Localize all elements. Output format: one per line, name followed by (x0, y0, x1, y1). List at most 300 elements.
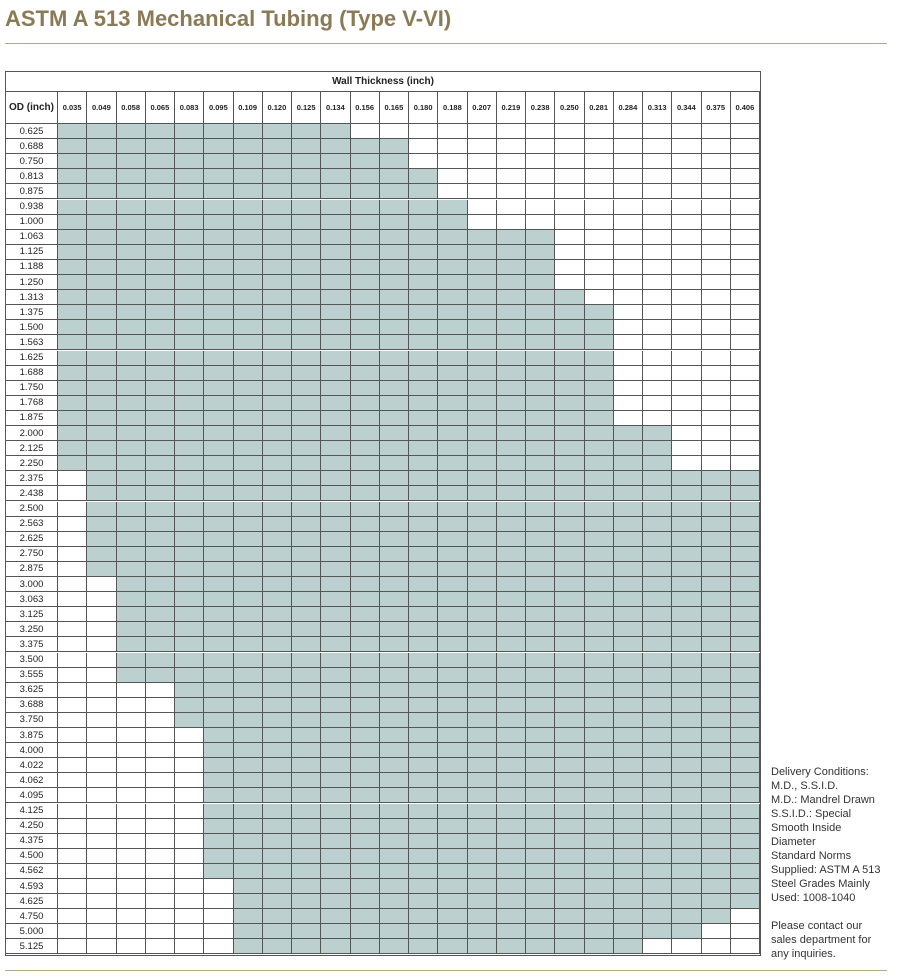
available-size-cell (468, 260, 497, 275)
available-size-cell (117, 305, 146, 320)
available-size-cell (702, 894, 731, 909)
available-size-cell (234, 290, 263, 305)
unavailable-size-cell (702, 456, 731, 471)
available-size-cell (409, 305, 438, 320)
available-size-cell (497, 683, 526, 698)
available-size-cell (438, 547, 467, 562)
available-size-cell (702, 532, 731, 547)
available-size-cell (526, 320, 555, 335)
available-size-cell (351, 834, 380, 849)
unavailable-size-cell (146, 879, 175, 894)
available-size-cell (672, 773, 701, 788)
available-size-cell (555, 456, 584, 471)
available-size-cell (526, 819, 555, 834)
available-size-cell (555, 683, 584, 698)
unavailable-size-cell (672, 230, 701, 245)
available-size-cell (731, 788, 760, 803)
available-size-cell (497, 547, 526, 562)
available-size-cell (292, 411, 321, 426)
available-size-cell (263, 849, 292, 864)
available-size-cell (438, 532, 467, 547)
available-size-cell (731, 894, 760, 909)
available-size-cell (204, 577, 233, 592)
unavailable-size-cell (497, 154, 526, 169)
available-size-cell (292, 169, 321, 184)
available-size-cell (672, 879, 701, 894)
available-size-cell (380, 819, 409, 834)
available-size-cell (321, 486, 350, 501)
available-size-cell (321, 441, 350, 456)
unavailable-size-cell (672, 426, 701, 441)
available-size-cell (204, 456, 233, 471)
available-size-cell (409, 381, 438, 396)
available-size-cell (438, 275, 467, 290)
available-size-cell (351, 215, 380, 230)
available-size-cell (438, 909, 467, 924)
od-row-label: 2.438 (6, 486, 58, 501)
available-size-cell (146, 456, 175, 471)
od-row-label: 4.125 (6, 804, 58, 819)
available-size-cell (555, 834, 584, 849)
available-size-cell (204, 698, 233, 713)
available-size-cell (731, 698, 760, 713)
available-size-cell (321, 260, 350, 275)
available-size-cell (614, 758, 643, 773)
unavailable-size-cell (702, 260, 731, 275)
available-size-cell (438, 653, 467, 668)
available-size-cell (351, 426, 380, 441)
available-size-cell (614, 471, 643, 486)
unavailable-size-cell (58, 653, 87, 668)
available-size-cell (526, 864, 555, 879)
available-size-cell (321, 502, 350, 517)
unavailable-size-cell (555, 230, 584, 245)
available-size-cell (351, 924, 380, 939)
unavailable-size-cell (614, 396, 643, 411)
available-size-cell (409, 290, 438, 305)
available-size-cell (555, 698, 584, 713)
available-size-cell (526, 939, 555, 954)
available-size-cell (438, 637, 467, 652)
available-size-cell (234, 804, 263, 819)
unavailable-size-cell (175, 834, 204, 849)
available-size-cell (526, 486, 555, 501)
unavailable-size-cell (58, 532, 87, 547)
od-row-label: 1.250 (6, 275, 58, 290)
available-size-cell (380, 849, 409, 864)
available-size-cell (175, 381, 204, 396)
unavailable-size-cell (614, 169, 643, 184)
available-size-cell (175, 396, 204, 411)
available-size-cell (87, 169, 116, 184)
wall-thickness-column-header: 0.281 (585, 92, 614, 124)
unavailable-size-cell (58, 939, 87, 954)
unavailable-size-cell (497, 215, 526, 230)
unavailable-size-cell (702, 230, 731, 245)
od-row-label: 3.000 (6, 577, 58, 592)
available-size-cell (468, 562, 497, 577)
available-size-cell (204, 592, 233, 607)
available-size-cell (204, 637, 233, 652)
available-size-cell (292, 275, 321, 290)
unavailable-size-cell (87, 743, 116, 758)
available-size-cell (351, 939, 380, 954)
unavailable-size-cell (614, 215, 643, 230)
available-size-cell (234, 411, 263, 426)
available-size-cell (585, 426, 614, 441)
unavailable-size-cell (672, 351, 701, 366)
available-size-cell (585, 909, 614, 924)
available-size-cell (555, 532, 584, 547)
available-size-cell (87, 547, 116, 562)
available-size-cell (585, 607, 614, 622)
unavailable-size-cell (643, 260, 672, 275)
available-size-cell (234, 758, 263, 773)
available-size-cell (117, 547, 146, 562)
available-size-cell (585, 547, 614, 562)
unavailable-size-cell (555, 124, 584, 139)
available-size-cell (204, 773, 233, 788)
available-size-cell (146, 653, 175, 668)
available-size-cell (702, 728, 731, 743)
available-size-cell (351, 517, 380, 532)
unavailable-size-cell (643, 245, 672, 260)
unavailable-size-cell (672, 366, 701, 381)
available-size-cell (351, 532, 380, 547)
available-size-cell (672, 592, 701, 607)
available-size-cell (87, 245, 116, 260)
available-size-cell (614, 456, 643, 471)
available-size-cell (614, 773, 643, 788)
available-size-cell (263, 200, 292, 215)
available-size-cell (117, 260, 146, 275)
available-size-cell (234, 894, 263, 909)
unavailable-size-cell (117, 894, 146, 909)
unavailable-size-cell (204, 894, 233, 909)
available-size-cell (438, 758, 467, 773)
available-size-cell (351, 169, 380, 184)
available-size-cell (526, 366, 555, 381)
available-size-cell (438, 924, 467, 939)
available-size-cell (672, 728, 701, 743)
available-size-cell (204, 290, 233, 305)
available-size-cell (731, 532, 760, 547)
available-size-cell (380, 320, 409, 335)
unavailable-size-cell (702, 154, 731, 169)
od-row-label: 0.938 (6, 200, 58, 215)
available-size-cell (204, 668, 233, 683)
available-size-cell (263, 305, 292, 320)
available-size-cell (585, 622, 614, 637)
available-size-cell (497, 517, 526, 532)
unavailable-size-cell (731, 139, 760, 154)
available-size-cell (58, 230, 87, 245)
unavailable-size-cell (175, 819, 204, 834)
available-size-cell (672, 502, 701, 517)
available-size-cell (204, 788, 233, 803)
available-size-cell (643, 894, 672, 909)
available-size-cell (234, 200, 263, 215)
available-size-cell (117, 351, 146, 366)
available-size-cell (702, 909, 731, 924)
available-size-cell (731, 713, 760, 728)
available-size-cell (585, 773, 614, 788)
available-size-cell (292, 788, 321, 803)
available-size-cell (175, 305, 204, 320)
available-size-cell (380, 788, 409, 803)
unavailable-size-cell (643, 169, 672, 184)
unavailable-size-cell (58, 607, 87, 622)
available-size-cell (292, 502, 321, 517)
available-size-cell (468, 909, 497, 924)
od-row-label: 2.375 (6, 471, 58, 486)
unavailable-size-cell (87, 637, 116, 652)
available-size-cell (409, 426, 438, 441)
available-size-cell (146, 562, 175, 577)
available-size-cell (555, 411, 584, 426)
available-size-cell (702, 834, 731, 849)
available-size-cell (497, 713, 526, 728)
available-size-cell (146, 290, 175, 305)
available-size-cell (175, 245, 204, 260)
available-size-cell (643, 637, 672, 652)
available-size-cell (58, 305, 87, 320)
available-size-cell (585, 351, 614, 366)
od-row-label: 0.875 (6, 184, 58, 199)
available-size-cell (263, 713, 292, 728)
available-size-cell (292, 154, 321, 169)
od-row-label: 4.375 (6, 834, 58, 849)
available-size-cell (438, 335, 467, 350)
available-size-cell (292, 804, 321, 819)
available-size-cell (526, 335, 555, 350)
wall-thickness-column-header: 0.284 (614, 92, 643, 124)
unavailable-size-cell (585, 215, 614, 230)
available-size-cell (351, 668, 380, 683)
unavailable-size-cell (731, 924, 760, 939)
unavailable-size-cell (643, 320, 672, 335)
available-size-cell (351, 804, 380, 819)
available-size-cell (438, 471, 467, 486)
available-size-cell (351, 758, 380, 773)
available-size-cell (87, 351, 116, 366)
available-size-cell (204, 486, 233, 501)
available-size-cell (497, 441, 526, 456)
available-size-cell (380, 532, 409, 547)
available-size-cell (146, 215, 175, 230)
available-size-cell (175, 426, 204, 441)
available-size-cell (585, 819, 614, 834)
od-row-label: 2.625 (6, 532, 58, 547)
available-size-cell (234, 622, 263, 637)
available-size-cell (234, 592, 263, 607)
available-size-cell (380, 290, 409, 305)
available-size-cell (380, 396, 409, 411)
unavailable-size-cell (117, 864, 146, 879)
available-size-cell (292, 773, 321, 788)
od-row-label: 3.375 (6, 637, 58, 652)
available-size-cell (263, 758, 292, 773)
unavailable-size-cell (438, 169, 467, 184)
available-size-cell (409, 683, 438, 698)
available-size-cell (614, 426, 643, 441)
available-size-cell (497, 788, 526, 803)
available-size-cell (204, 411, 233, 426)
available-size-cell (351, 713, 380, 728)
available-size-cell (409, 879, 438, 894)
available-size-cell (117, 456, 146, 471)
available-size-cell (614, 788, 643, 803)
available-size-cell (409, 864, 438, 879)
unavailable-size-cell (585, 260, 614, 275)
available-size-cell (409, 396, 438, 411)
available-size-cell (438, 773, 467, 788)
unavailable-size-cell (497, 139, 526, 154)
available-size-cell (468, 335, 497, 350)
unavailable-size-cell (58, 849, 87, 864)
available-size-cell (321, 909, 350, 924)
available-size-cell (672, 909, 701, 924)
available-size-cell (585, 335, 614, 350)
unavailable-size-cell (175, 758, 204, 773)
available-size-cell (321, 335, 350, 350)
available-size-cell (614, 834, 643, 849)
available-size-cell (292, 637, 321, 652)
available-size-cell (672, 637, 701, 652)
available-size-cell (555, 502, 584, 517)
unavailable-size-cell (175, 864, 204, 879)
available-size-cell (468, 517, 497, 532)
unavailable-size-cell (87, 909, 116, 924)
available-size-cell (731, 758, 760, 773)
unavailable-size-cell (643, 411, 672, 426)
available-size-cell (526, 788, 555, 803)
unavailable-size-cell (731, 426, 760, 441)
od-row-label: 4.062 (6, 773, 58, 788)
available-size-cell (234, 169, 263, 184)
note-line: Smooth Inside (771, 822, 842, 834)
available-size-cell (292, 184, 321, 199)
unavailable-size-cell (117, 743, 146, 758)
available-size-cell (117, 230, 146, 245)
available-size-cell (643, 804, 672, 819)
unavailable-size-cell (58, 909, 87, 924)
available-size-cell (702, 758, 731, 773)
available-size-cell (292, 200, 321, 215)
available-size-cell (321, 547, 350, 562)
unavailable-size-cell (87, 804, 116, 819)
available-size-cell (351, 351, 380, 366)
unavailable-size-cell (58, 864, 87, 879)
unavailable-size-cell (614, 200, 643, 215)
available-size-cell (555, 290, 584, 305)
available-size-cell (351, 562, 380, 577)
available-size-cell (117, 124, 146, 139)
available-size-cell (234, 637, 263, 652)
unavailable-size-cell (672, 215, 701, 230)
available-size-cell (643, 728, 672, 743)
unavailable-size-cell (409, 139, 438, 154)
available-size-cell (175, 260, 204, 275)
available-size-cell (614, 939, 643, 954)
available-size-cell (204, 381, 233, 396)
available-size-cell (58, 245, 87, 260)
note-line: M.D., S.S.I.D. (771, 780, 839, 792)
available-size-cell (204, 396, 233, 411)
available-size-cell (175, 698, 204, 713)
available-size-cell (409, 366, 438, 381)
available-size-cell (409, 275, 438, 290)
unavailable-size-cell (614, 124, 643, 139)
available-size-cell (555, 426, 584, 441)
wall-thickness-column-header: 0.083 (175, 92, 204, 124)
od-row-label: 0.625 (6, 124, 58, 139)
available-size-cell (409, 486, 438, 501)
unavailable-size-cell (731, 381, 760, 396)
available-size-cell (643, 864, 672, 879)
available-size-cell (175, 456, 204, 471)
available-size-cell (204, 139, 233, 154)
available-size-cell (585, 441, 614, 456)
available-size-cell (321, 169, 350, 184)
available-size-cell (672, 924, 701, 939)
available-size-cell (643, 562, 672, 577)
available-size-cell (175, 335, 204, 350)
available-size-cell (263, 653, 292, 668)
available-size-cell (468, 245, 497, 260)
available-size-cell (292, 517, 321, 532)
available-size-cell (614, 653, 643, 668)
od-row-label: 4.250 (6, 819, 58, 834)
available-size-cell (234, 834, 263, 849)
available-size-cell (526, 471, 555, 486)
unavailable-size-cell (87, 622, 116, 637)
available-size-cell (380, 260, 409, 275)
available-size-cell (87, 471, 116, 486)
available-size-cell (87, 562, 116, 577)
unavailable-size-cell (585, 184, 614, 199)
available-size-cell (204, 215, 233, 230)
available-size-cell (146, 169, 175, 184)
available-size-cell (351, 441, 380, 456)
available-size-cell (380, 728, 409, 743)
available-size-cell (234, 275, 263, 290)
available-size-cell (292, 607, 321, 622)
wall-thickness-column-header: 0.134 (321, 92, 350, 124)
unavailable-size-cell (146, 788, 175, 803)
unavailable-size-cell (643, 396, 672, 411)
available-size-cell (409, 502, 438, 517)
available-size-cell (351, 471, 380, 486)
available-size-cell (146, 124, 175, 139)
available-size-cell (731, 683, 760, 698)
available-size-cell (409, 200, 438, 215)
wall-thickness-column-header: 0.109 (234, 92, 263, 124)
available-size-cell (526, 607, 555, 622)
available-size-cell (263, 577, 292, 592)
available-size-cell (731, 592, 760, 607)
available-size-cell (702, 562, 731, 577)
unavailable-size-cell (731, 320, 760, 335)
od-row-label: 3.688 (6, 698, 58, 713)
available-size-cell (643, 788, 672, 803)
unavailable-size-cell (672, 139, 701, 154)
unavailable-size-cell (468, 215, 497, 230)
wall-thickness-column-header: 0.250 (555, 92, 584, 124)
unavailable-size-cell (643, 305, 672, 320)
unavailable-size-cell (87, 577, 116, 592)
available-size-cell (702, 517, 731, 532)
